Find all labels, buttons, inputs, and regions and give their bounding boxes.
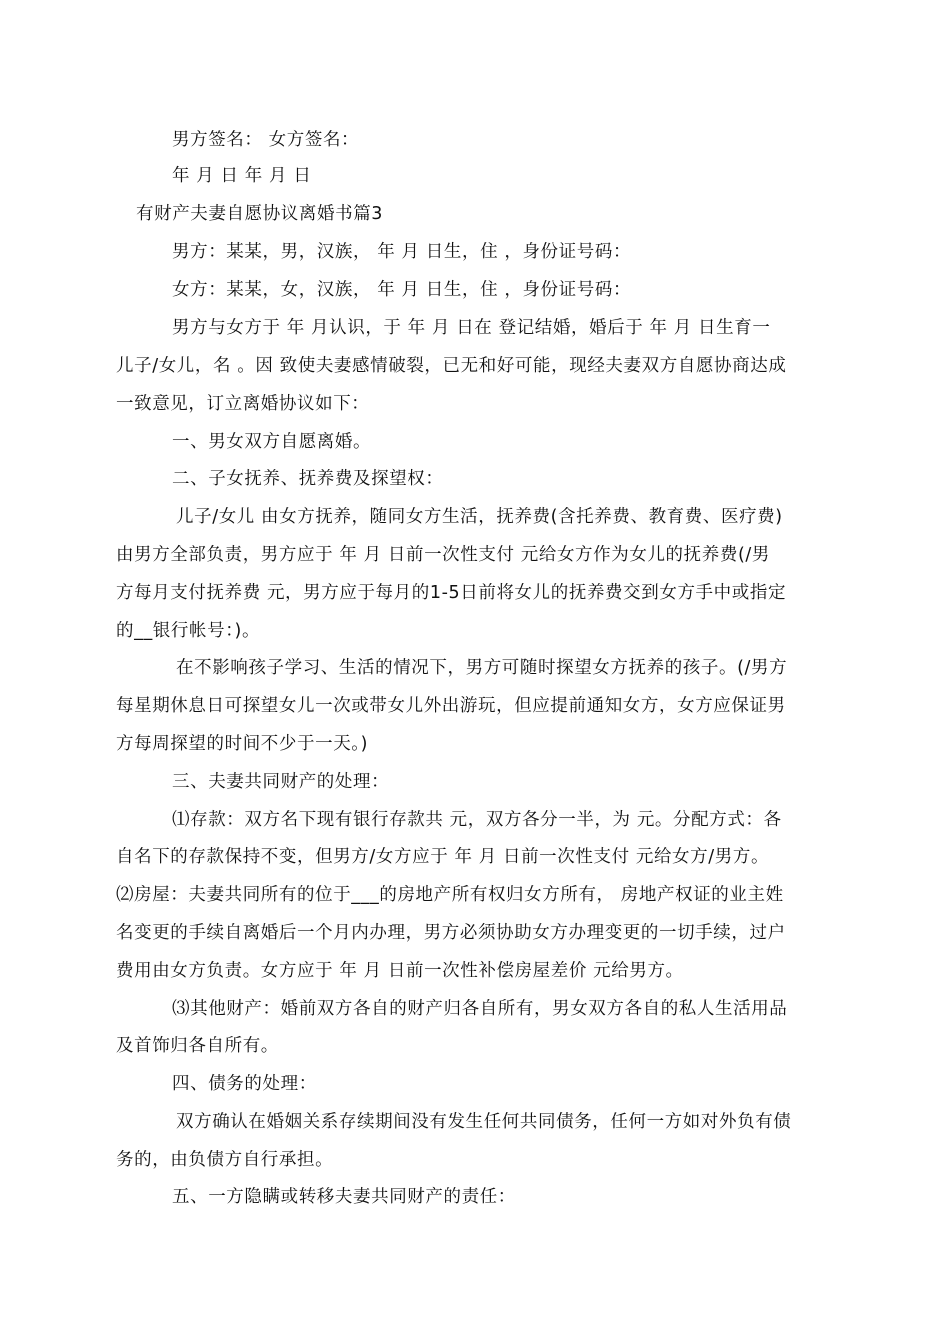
paragraph-line: 儿子/女儿 由女方抚养，随同女方生活，抚养费(含托养费、教育费、医疗费) [176,507,783,527]
paragraph-line: ⑶其他财产：婚前双方各自的财产归各自所有，男女双方各自的私人生活用品 [172,999,788,1019]
paragraph-line: 及首饰归各自所有。 [116,1036,279,1056]
husband-info-line: 男方：某某，男，汉族， 年 月 日生，住 ，身份证号码： [172,242,632,262]
paragraph-line: 在不影响孩子学习、生活的情况下，男方可随时探望女方抚养的孩子。(/男方 [176,658,788,678]
paragraph-line: 每星期休息日可探望女儿一次或带女儿外出游玩，但应提前通知女方，女方应保证男 [116,696,786,716]
date-line: 年 月 日 年 月 日 [172,166,312,186]
paragraph-line: 双方确认在婚姻关系存续期间没有发生任何共同债务，任何一方如对外负有债 [176,1112,792,1132]
paragraph-line: 自名下的存款保持不变，但男方/女方应于 年 月 日前一次性支付 元给女方/男方。 [116,847,770,867]
section-heading: 二、子女抚养、抚养费及探望权： [172,469,444,489]
paragraph-line: ⑵房屋：夫妻共同所有的位于___的房地产所有权归女方所有， 房地产权证的业主姓 [116,885,784,905]
paragraph-line: 务的，由负债方自行承担。 [116,1150,334,1170]
paragraph-line: 儿子/女儿，名 。因 致使夫妻感情破裂，已无和好可能，现经夫妻双方自愿协商达成 [116,356,787,376]
paragraph-line: 方每周探望的时间不少于一天。) [116,734,369,754]
paragraph-line: ⑴存款：双方名下现有银行存款共 元，双方各分一半，为 元。分配方式：各 [172,810,782,830]
section-heading: 三、夫妻共同财产的处理： [172,772,390,792]
wife-info-line: 女方：某某，女，汉族， 年 月 日生，住 ，身份证号码： [172,280,632,300]
paragraph-line: 费用由女方负责。女方应于 年 月 日前一次性补偿房屋差价 元给男方。 [116,961,684,981]
paragraph-line: 一致意见，订立离婚协议如下： [116,394,370,414]
paragraph-line: 男方与女方于 年 月认识，于 年 月 日在 登记结婚，婚后于 年 月 日生育一 [172,318,771,338]
signature-line: 男方签名： 女方签名： [172,130,360,150]
paragraph-line: 由男方全部负责，男方应于 年 月 日前一次性支付 元给女方作为女儿的抚养费(/男 [116,545,770,565]
paragraph-line: 方每月支付抚养费 元，男方应于每月的1-5日前将女儿的抚养费交到女方手中或指定 [116,583,787,603]
section-heading: 五、一方隐瞒或转移夫妻共同财产的责任： [172,1187,516,1207]
section-heading: 一、男女双方自愿离婚。 [172,432,372,452]
document-title: 有财产夫妻自愿协议离婚书篇3 [136,204,384,224]
paragraph-line: 的__银行帐号：)。 [116,621,261,641]
section-heading: 四、债务的处理： [172,1074,317,1094]
paragraph-line: 名变更的手续自离婚后一个月内办理，男方必须协助女方办理变更的一切手续，过户 [116,923,786,943]
